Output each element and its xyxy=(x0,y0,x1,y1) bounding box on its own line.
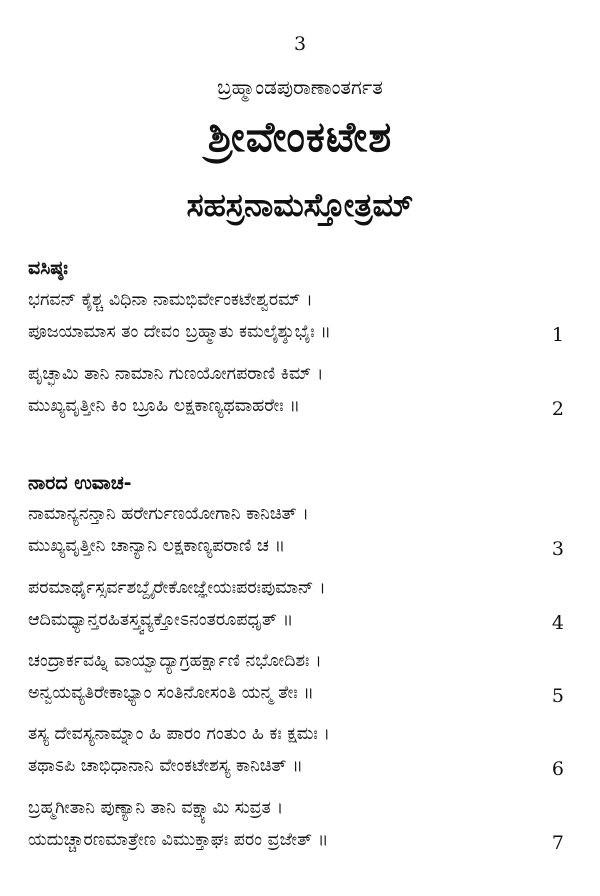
subtitle: ಬ್ರಹ್ಮಾಂಡಪುರಾಣಾಂತರ್ಗತ xyxy=(217,75,383,99)
verse-line: ಚಂದ್ರಾರ್ಕವಹ್ನಿ ವಾಯ್ವಾದ್ಯಾಗ್ರಹರ್ಕ್ಷಾಣಿ ನಭೋದಿಶಃ । xyxy=(28,651,322,671)
verse-number: 4 xyxy=(551,612,564,634)
verse-line: ಪೃಚ್ಛಾಮಿ ತಾನಿ ನಾಮಾನಿ ಗುಣಯೋಗಪರಾಣಿ ಕಿಮ್ । xyxy=(28,364,324,384)
page-title-secondary: ಸಹಸ್ರನಾಮಸ್ತೋತ್ರಮ್ xyxy=(186,186,414,224)
verse xyxy=(28,718,576,782)
verse-number: 1 xyxy=(551,324,564,346)
verse-line: ಮುಖ್ಯವೃತ್ತೀನಿ ಕಿಂ ಬ್ರೂಹಿ ಲಕ್ಷಕಾಣ್ಯಥವಾಹರೇಃ ॥ xyxy=(28,396,300,416)
speaker-heading: ನಾರದ ಉವಾಚ- xyxy=(28,472,132,494)
verse-number: 2 xyxy=(551,398,564,420)
verse-number: 3 xyxy=(551,538,564,560)
verse-number: 6 xyxy=(551,758,564,780)
verse xyxy=(28,645,576,709)
page-title: ಶ್ರೀವೇಂಕಟೇಶ xyxy=(207,112,393,161)
verse xyxy=(28,358,576,422)
verse xyxy=(28,572,576,636)
verse-line: ತಥಾಽಪಿ ಚಾಭಿಧಾನಾನಿ ವೇಂಕಟೇಶಸ್ಯ ಕಾನಿಚಿತ್ ॥ xyxy=(28,756,303,776)
verse-number: 5 xyxy=(551,685,564,707)
verse-line: ಪೂಜಯಾಮಾಸ ತಂ ದೇವಂ ಬ್ರಹ್ಮಾತು ಕಮಲೈಶ್ಶುಭೈಃ ॥ xyxy=(28,322,331,342)
page-number: 3 xyxy=(293,33,307,55)
verse-line: ಅನ್ವಯವ್ಯತಿರೇಕಾಭ್ಯಾಂ ಸಂತಿನೋಸಂತಿ ಯನ್ಮ ತೇಃ ॥ xyxy=(28,683,314,703)
verse xyxy=(28,498,576,562)
verse-line: ಬ್ರಹ್ಮಗೀತಾನಿ ಪುಣ್ಯಾನಿ ತಾನಿ ವಕ್ಷ್ಯಾಮಿ ಸುವ್ರತ । xyxy=(28,798,284,818)
speaker-heading: ವಸಿಷ್ಠಃ xyxy=(28,257,68,279)
verse-line: ಆದಿಮಧ್ಯಾನ್ತರಹಿತಸ್ತ್ವವ್ಯಕ್ತೋಽನಂತರೂಪಧೃತ್ ॥ xyxy=(28,610,294,630)
verse xyxy=(28,284,576,348)
verse-line: ಪರಮಾರ್ಥೈಸ್ಸರ್ವಶಬ್ದೈರೇಕೋಜ್ಞೇಯಃಪರಃಪುಮಾನ್ । xyxy=(28,578,326,598)
verse-line: ಮುಖ್ಯವೃತ್ತೀನಿ ಚಾನ್ಯಾನಿ ಲಕ್ಷಕಾಣ್ಯಪರಾಣಿ ಚ ॥ xyxy=(28,536,286,556)
verse-line: ಯದುಚ್ಚಾರಣಮಾತ್ರೇಣ ವಿಮುಕ್ತಾಘಃ ಪರಂ ವ್ರಜೇತ್ ॥ xyxy=(28,830,329,850)
verse-line: ನಾಮಾನ್ಯನನ್ತಾನಿ ಹರೇರ್ಗುಣಯೋಗಾನಿ ಕಾನಿಚಿತ್ । xyxy=(28,504,309,524)
verse-line: ತಸ್ಯ ದೇವಸ್ಯನಾಮ್ನಾಂ ಹಿ ಪಾರಂ ಗಂತುಂ ಹಿ ಕಃ ಕ್ಷಮಃ । xyxy=(28,724,330,744)
verse-number: 7 xyxy=(551,832,564,854)
verse-line: ಭಗವನ್ ಕೈಶ್ಚ ವಿಧಿನಾ ನಾಮಭಿರ್ವೇಂಕಟೇಶ್ವರಮ್ । xyxy=(28,290,313,310)
verse xyxy=(28,792,576,856)
